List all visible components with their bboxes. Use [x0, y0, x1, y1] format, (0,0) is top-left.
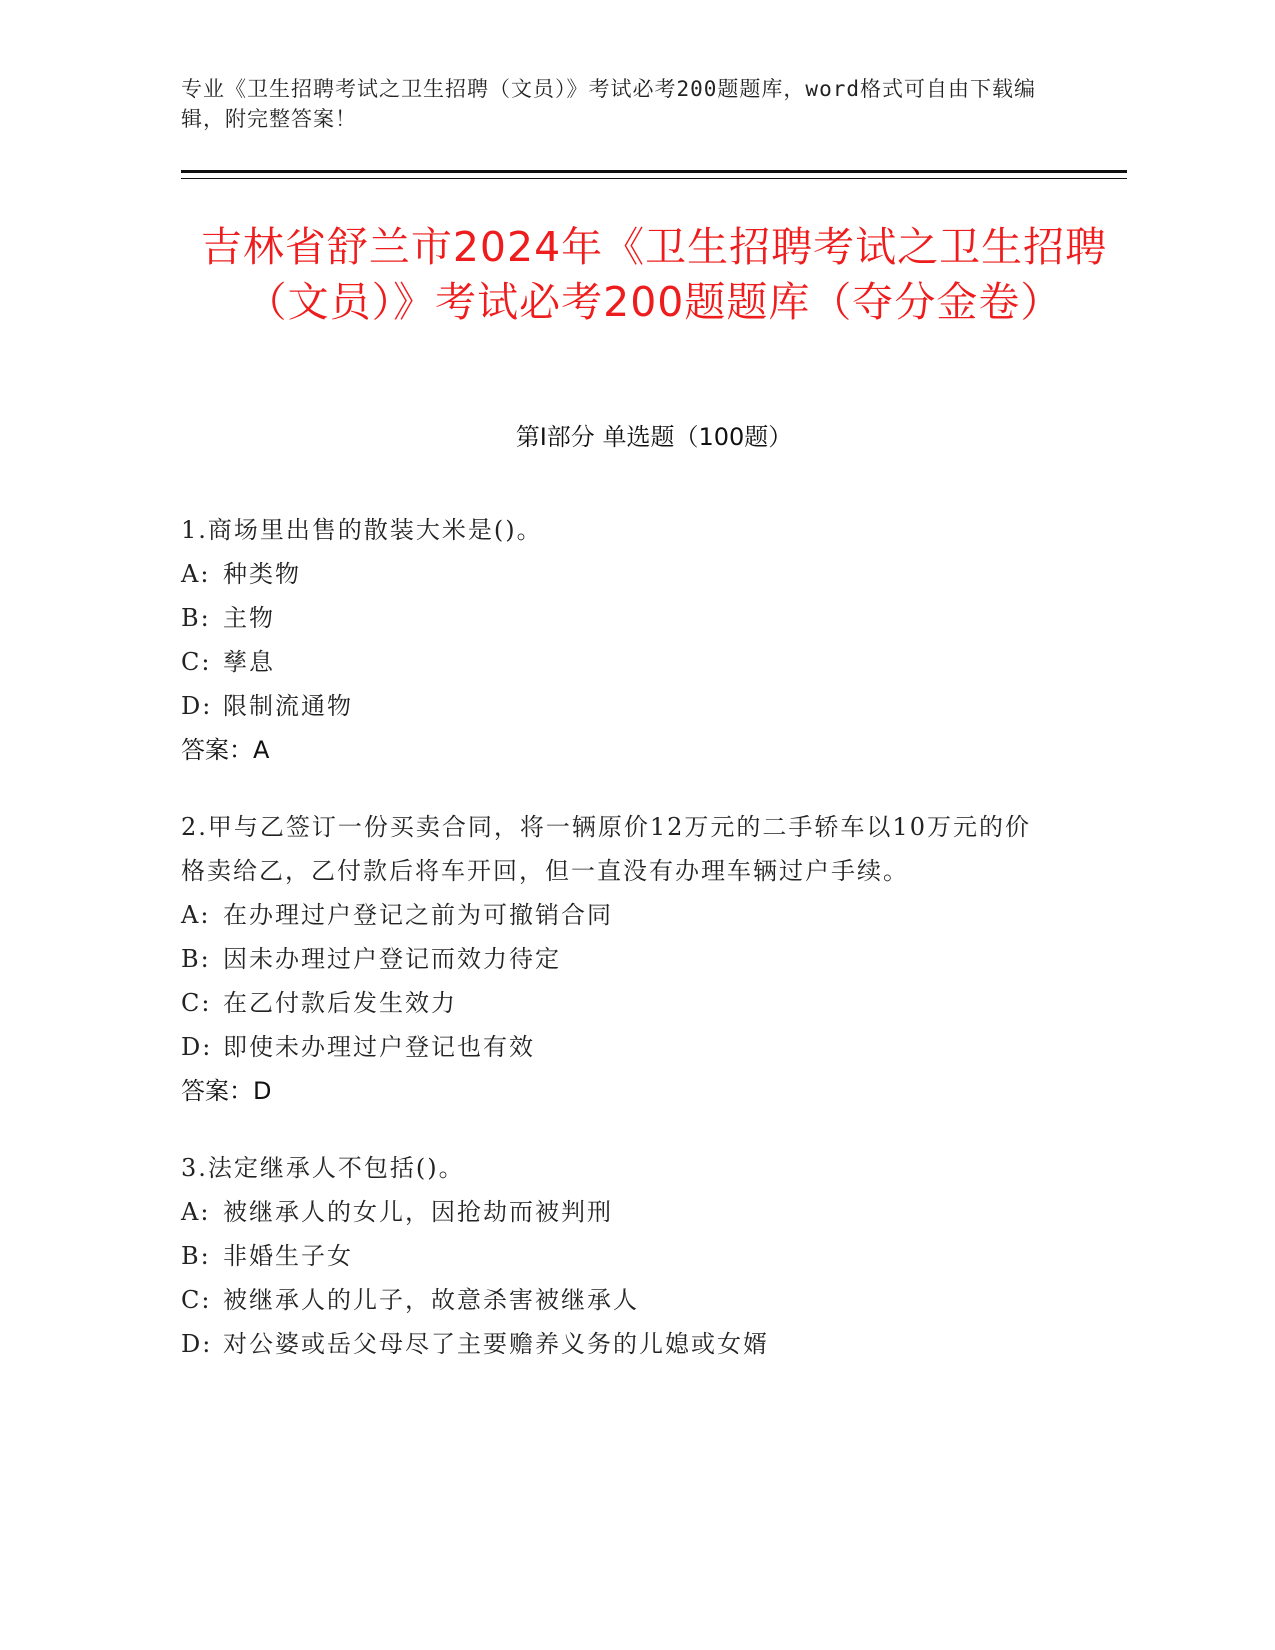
question-stem: 2.甲与乙签订一份买卖合同，将一辆原价12万元的二手轿车以10万元的价格卖给乙，乙付款后将车开回，但一直没有办理车辆过户手续。 — [181, 813, 1031, 885]
question-option — [181, 1234, 1041, 1278]
option-key: D: — [181, 1033, 213, 1061]
question-stem: 1.商场里出售的散装大米是()。 — [181, 516, 543, 544]
question-option — [181, 552, 1041, 596]
section-title: 第I部分 单选题（100题） — [515, 423, 793, 451]
header-divider-thin — [181, 178, 1127, 179]
option-key: C: — [181, 648, 212, 676]
question-option — [181, 981, 1041, 1025]
question-option — [181, 596, 1041, 640]
question-option — [181, 893, 1041, 937]
option-text: 被继承人的女儿，因抢劫而被判刑 — [223, 1198, 613, 1226]
question-option — [181, 937, 1041, 981]
option-text: 在办理过户登记之前为可撤销合同 — [223, 901, 613, 929]
option-text: 孳息 — [223, 648, 275, 676]
option-text: 主物 — [223, 604, 275, 632]
question-item — [181, 1146, 1041, 1366]
option-key: D: — [181, 1330, 213, 1358]
option-key: C: — [181, 989, 212, 1017]
question-option — [181, 1190, 1041, 1234]
option-key: A: — [181, 560, 211, 588]
header-note: 专业《卫生招聘考试之卫生招聘（文员）》考试必考200题题库，word格式可自由下载编辑，附完整答案！ — [181, 77, 1036, 131]
question-stem: 3.法定继承人不包括()。 — [181, 1154, 465, 1182]
header-divider-thick — [181, 170, 1127, 173]
option-key: C: — [181, 1286, 212, 1314]
question-answer: 答案：D — [181, 1077, 272, 1105]
question-option — [181, 1025, 1041, 1069]
question-item — [181, 508, 1041, 772]
question-option — [181, 640, 1041, 684]
option-key: B: — [181, 1242, 211, 1270]
option-text: 被继承人的儿子，故意杀害被继承人 — [223, 1286, 639, 1314]
option-text: 对公婆或岳父母尽了主要赡养义务的儿媳或女婿 — [223, 1330, 769, 1358]
option-text: 在乙付款后发生效力 — [223, 989, 457, 1017]
option-text: 因未办理过户登记而效力待定 — [223, 945, 561, 973]
question-option — [181, 1322, 1041, 1366]
question-option — [181, 1278, 1041, 1322]
option-key: B: — [181, 604, 211, 632]
question-answer: 答案：A — [181, 736, 270, 764]
document-title: 吉林省舒兰市2024年《卫生招聘考试之卫生招聘（文员）》考试必考200题题库（夺分金卷） — [200, 223, 1108, 326]
question-item — [181, 805, 1041, 1113]
question-option — [181, 684, 1041, 728]
question-list — [181, 508, 1041, 1399]
option-text: 非婚生子女 — [223, 1242, 353, 1270]
option-key: B: — [181, 945, 211, 973]
option-text: 种类物 — [223, 560, 301, 588]
option-key: D: — [181, 692, 213, 720]
option-text: 即使未办理过户登记也有效 — [223, 1033, 535, 1061]
option-text: 限制流通物 — [223, 692, 353, 720]
option-key: A: — [181, 901, 211, 929]
option-key: A: — [181, 1198, 211, 1226]
